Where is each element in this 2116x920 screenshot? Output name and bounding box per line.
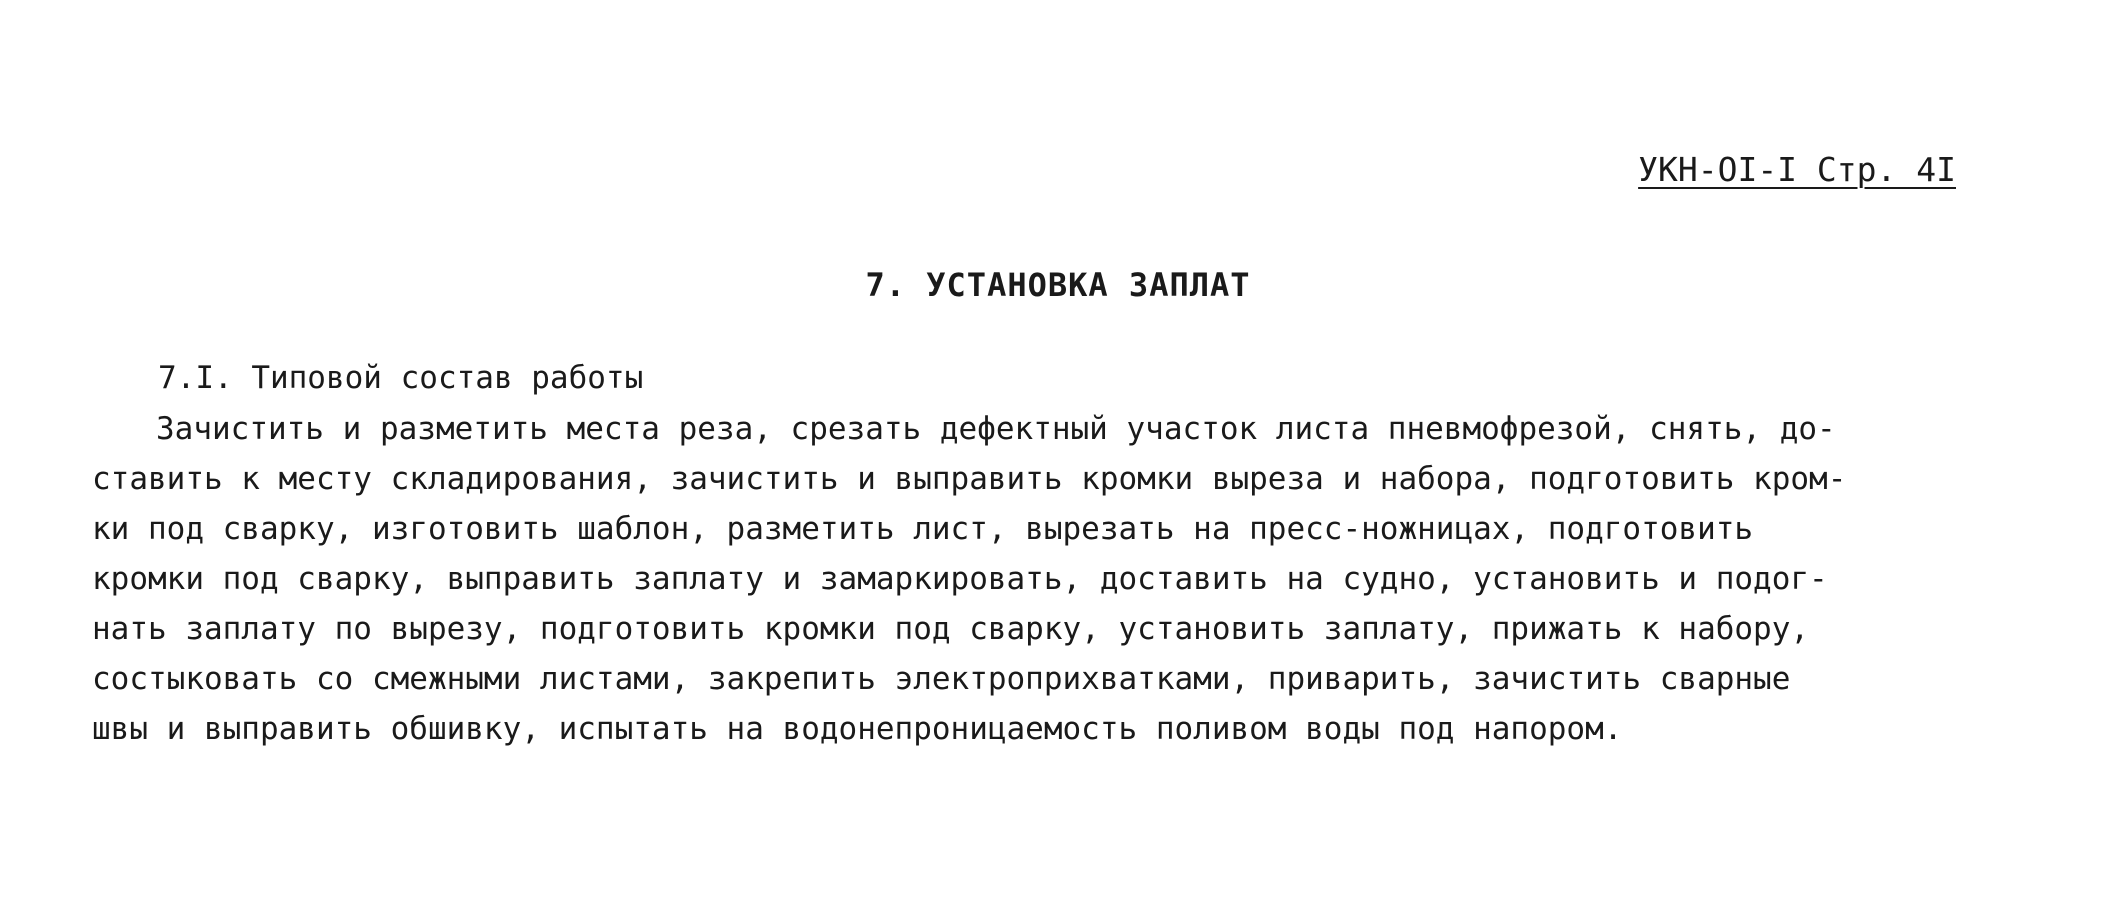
paragraph-line: состыковать со смежными листами, закрепить электроприхватками, приварить, зачистить сварные <box>92 661 1791 697</box>
paragraph-line: кромки под сварку, выправить заплату и замаркировать, доставить на судно, установить и подог- <box>92 561 1828 597</box>
paragraph-line: ставить к месту складирования, зачистить и выправить кромки выреза и набора, подготовить кром- <box>92 461 1847 497</box>
paragraph-line: Зачистить и разметить места реза, срезать дефектный участок листа пневмофрезой, снять, до- <box>156 411 1836 447</box>
paragraph-line: ки под сварку, изготовить шаблон, разметить лист, вырезать на пресс-ножницах, подготовить <box>92 511 1754 547</box>
body-paragraph <box>92 404 2032 754</box>
document-reference: УКН-ОI-I Стр. 4I <box>1638 150 1956 189</box>
paragraph-line: нать заплату по вырезу, подготовить кромки под сварку, установить заплату, прижать к набору, <box>92 611 1810 647</box>
section-title: 7. УСТАНОВКА ЗАПЛАТ <box>865 266 1251 304</box>
paragraph-line: швы и выправить обшивку, испытать на водонепроницаемость поливом воды под напором. <box>92 711 1623 747</box>
subsection-title: 7.I. Типовой состав работы <box>158 360 644 396</box>
